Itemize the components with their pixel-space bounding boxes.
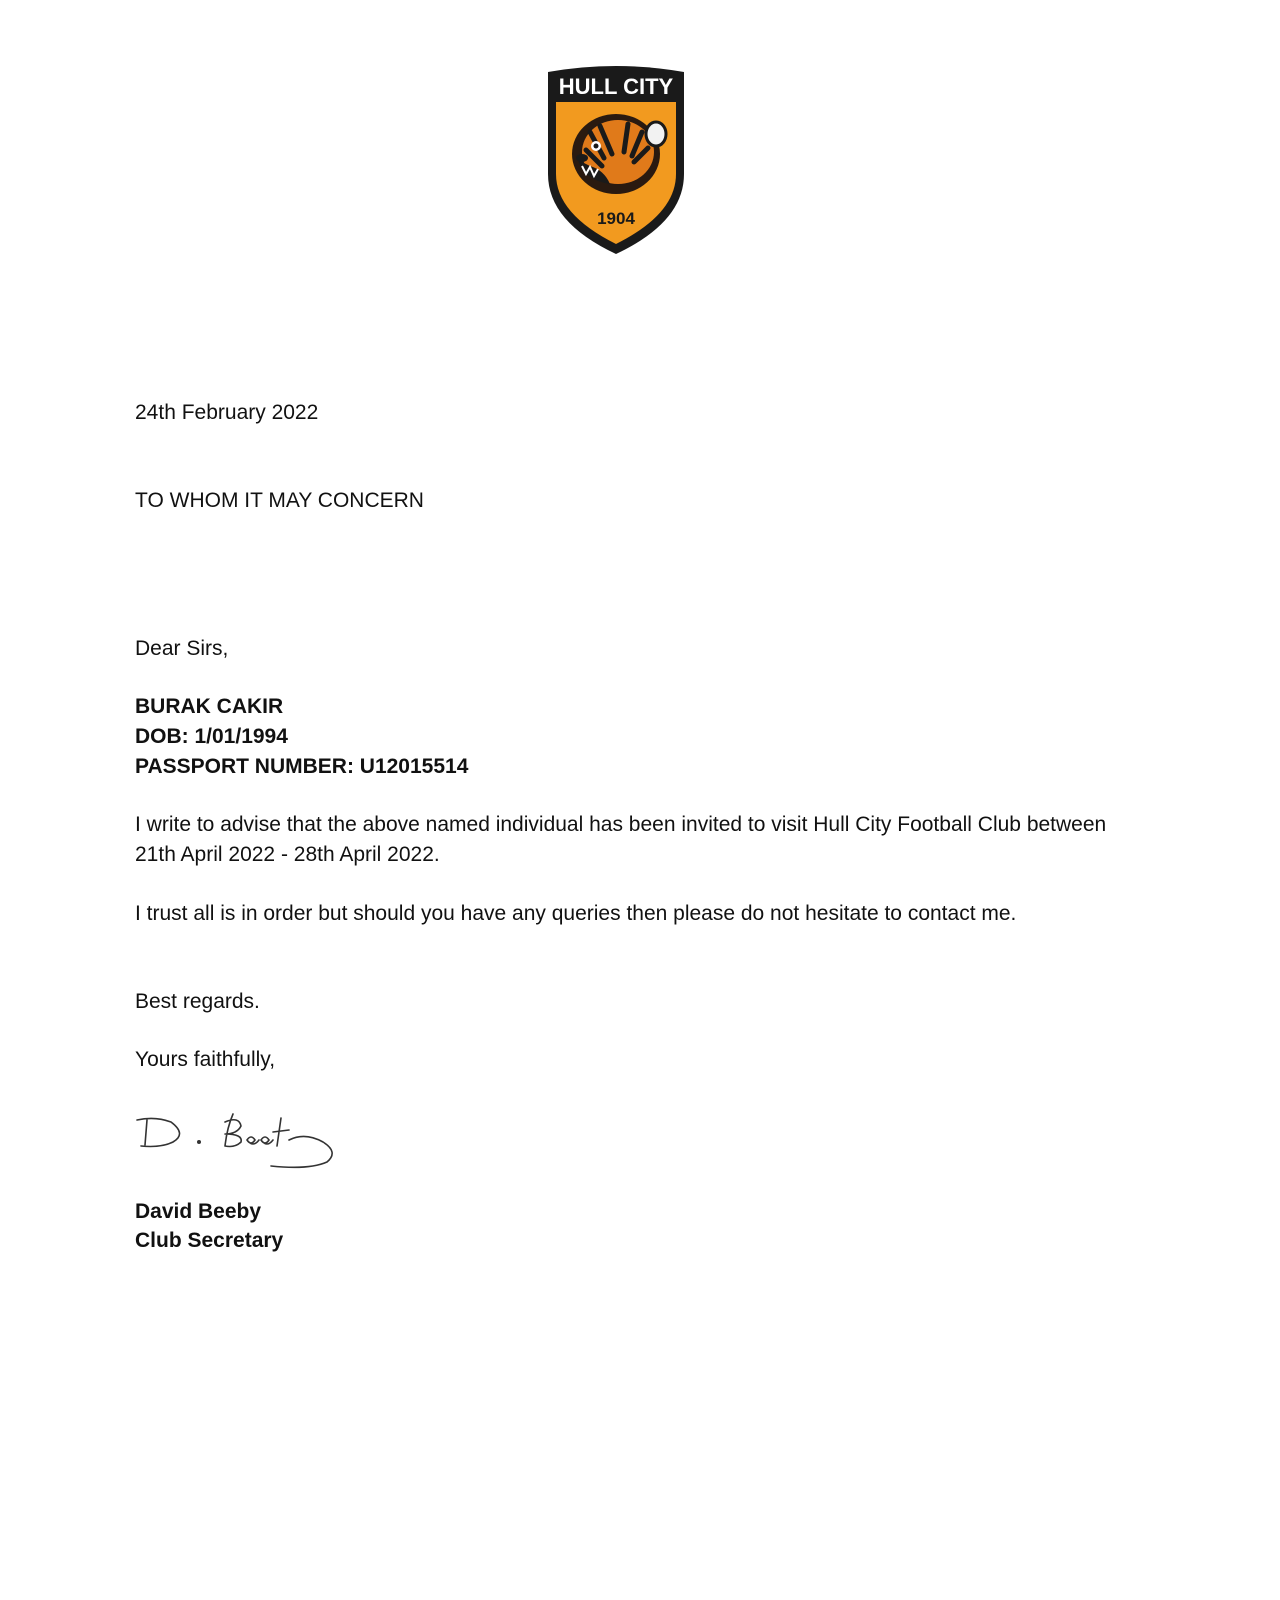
signatory-title: Club Secretary bbox=[135, 1229, 284, 1252]
signatory-name: David Beeby bbox=[135, 1200, 262, 1223]
crest-title: HULL CITY bbox=[558, 74, 674, 99]
letter-date: 24th February 2022 bbox=[135, 401, 319, 424]
crest-year: 1904 bbox=[597, 209, 635, 228]
closing-faithfully: Yours faithfully, bbox=[135, 1048, 276, 1071]
club-crest-logo bbox=[538, 62, 694, 258]
subject-passport: PASSPORT NUMBER: U12015514 bbox=[135, 755, 469, 778]
subject-name: BURAK CAKIR bbox=[135, 695, 284, 718]
subject-dob: DOB: 1/01/1994 bbox=[135, 725, 288, 748]
letter-addressee: TO WHOM IT MAY CONCERN bbox=[135, 489, 424, 512]
paragraph-queries: I trust all is in order but should you have any queries then please do not hesitate to contact me. bbox=[135, 902, 1017, 925]
letter-salutation: Dear Sirs, bbox=[135, 637, 229, 660]
handwritten-signature bbox=[133, 1112, 345, 1182]
paragraph-invitation: I write to advise that the above named individual has been invited to visit Hull City Football Club between 21th April 2022 - 28th April 2022. bbox=[135, 813, 1107, 866]
closing-regards: Best regards. bbox=[135, 990, 260, 1013]
